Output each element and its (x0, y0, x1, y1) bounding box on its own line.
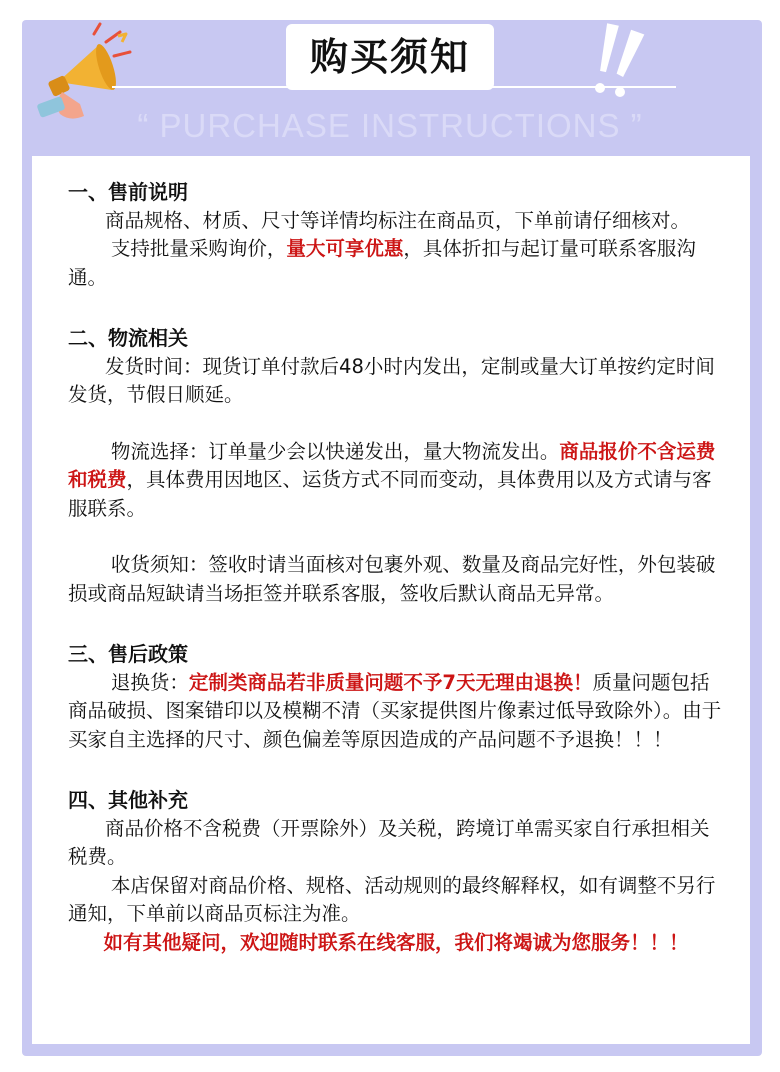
section-title: 二、物流相关 (68, 326, 188, 350)
title-divider (112, 86, 676, 88)
paragraph: 本店保留对商品价格、规格、活动规则的最终解释权，如有调整不另行通知，下单前以商品页标注为准。 (68, 873, 716, 925)
paragraph: 商品价格不含税费（开票除外）及关税，跨境订单需买家自行承担相关税费。 (68, 816, 710, 868)
paragraph: 商品规格、材质、尺寸等详情均标注在商品页，下单前请仔细核对。 (105, 208, 691, 232)
highlight-text: 量大可享优惠 (286, 237, 404, 260)
paragraph: 物流选择：订单量少会以快递发出，量大物流发出。商品报价不含运费和税费，具体费用因地区、运货方式不同而变动，具体费用以及方式请与客服联系。 (68, 439, 716, 520)
exclamation-icon (584, 22, 654, 100)
paragraph: 退换货：定制类商品若非质量问题不予7天无理由退换！质量问题包括商品破损、图案错印以及模糊不清（买家提供图片像素过低导致除外）。由于买家自主选择的尺寸、颜色偏差等原因造成的产品问题不予退换！！！ (68, 670, 722, 751)
highlight-text: 定制类商品若非质量问题不予7天无理由退换！ (188, 670, 593, 694)
closing-note: 如有其他疑问，欢迎随时联系在线客服，我们将竭诚为您服务！！！ (103, 930, 689, 954)
instructions-body (68, 178, 724, 957)
highlight-text: 商品报价不含运费和税费 (68, 439, 716, 491)
section-title: 四、其他补充 (68, 788, 188, 812)
section-title: 一、售前说明 (68, 180, 188, 204)
page-title: 购买须知 (309, 35, 470, 79)
paragraph: 发货时间：现货订单付款后48小时内发出，定制或量大订单按约定时间发货，节假日顺延。 (68, 354, 715, 406)
paragraph: 收货须知：签收时请当面核对包裹外观、数量及商品完好性，外包装破损或商品短缺请当场拒签并联系客服，签收后默认商品无异常。 (68, 553, 716, 605)
page-subtitle: “ PURCHASE INSTRUCTIONS ” (137, 107, 643, 144)
section-title: 三、售后政策 (68, 642, 188, 666)
paragraph: 支持批量采购询价，量大可享优惠，具体折扣与起订量可联系客服沟通。 (68, 237, 696, 289)
